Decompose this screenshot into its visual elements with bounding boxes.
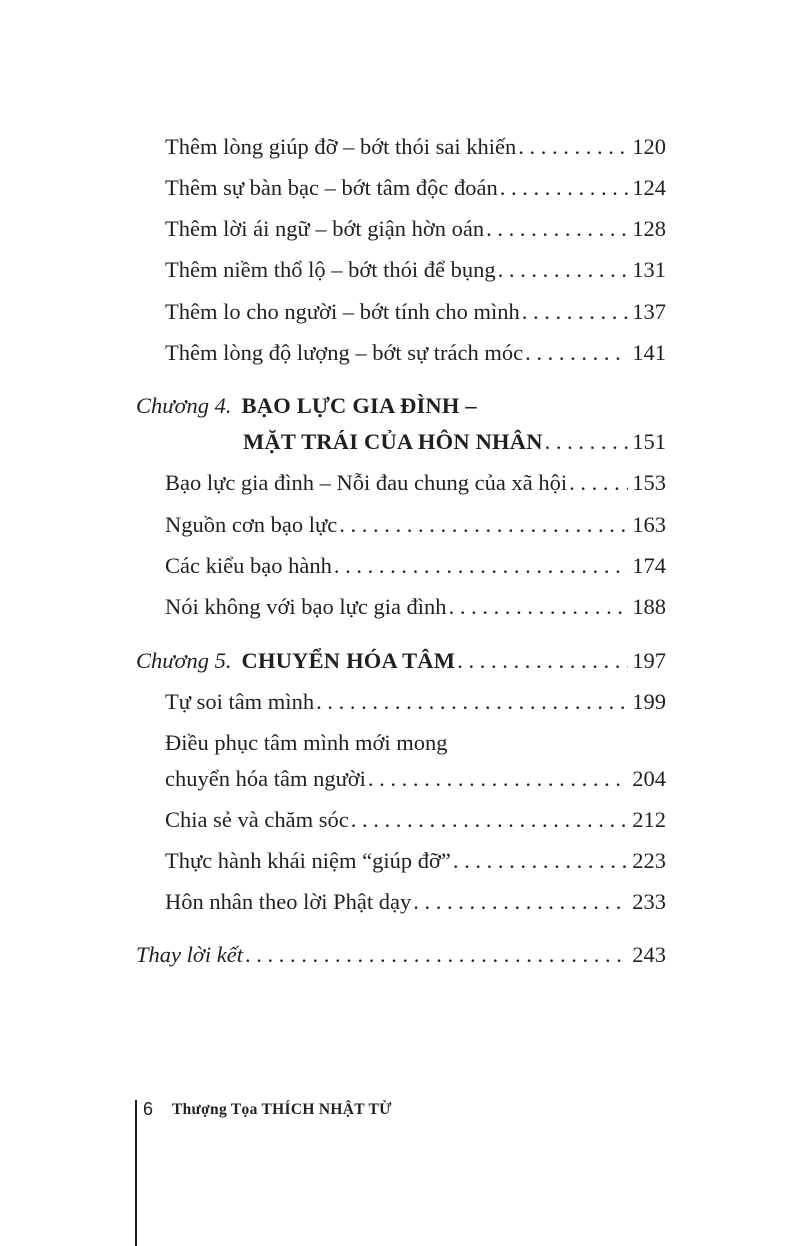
dot-leader <box>500 173 628 203</box>
toc-entry-page: 163 <box>632 512 666 537</box>
toc-entry[interactable] <box>165 764 666 794</box>
toc-entry-title: Thêm niềm thổ lộ – bớt thói để bụng <box>165 257 496 282</box>
toc-entry-page: 137 <box>632 299 666 324</box>
toc-entry-page: 233 <box>632 889 666 914</box>
toc-entry-title: Thêm lời ái ngữ – bớt giận hờn oán <box>165 216 485 241</box>
chapter-4-heading-continued[interactable] <box>243 427 666 457</box>
toc-entry-page: 243 <box>632 942 666 967</box>
toc-entry-page: 204 <box>632 766 666 791</box>
dot-leader <box>522 297 629 327</box>
toc-entry-page: 199 <box>632 689 666 714</box>
toc-entry-title: Thêm lo cho người – bớt tính cho mình <box>165 299 520 324</box>
toc-entry-title: Bạo lực gia đình – Nỗi đau chung của xã hội <box>165 470 568 495</box>
toc-entry-page: 128 <box>632 216 666 241</box>
dot-leader <box>316 687 628 717</box>
toc-entry[interactable] <box>165 592 666 622</box>
toc-entry-page: 131 <box>632 257 666 282</box>
toc-entry-title: Thay lời kết <box>136 942 243 967</box>
chapter-5-heading[interactable] <box>136 646 666 676</box>
dot-leader <box>525 338 628 368</box>
toc-entry[interactable] <box>165 214 666 244</box>
chapter-title: CHUYỂN HÓA TÂM <box>241 648 456 673</box>
chapter-label: Chương 4. <box>136 393 232 418</box>
chapter-title: MẶT TRÁI CỦA HÔN NHÂN <box>243 429 543 454</box>
chapter-label: Chương 5. <box>136 648 232 673</box>
toc-entry-title: Nguồn cơn bạo lực <box>165 512 338 537</box>
chapter-title: BẠO LỰC GIA ĐÌNH – <box>241 393 477 418</box>
dot-leader <box>245 940 628 970</box>
toc-entry[interactable] <box>165 468 666 498</box>
toc-entry-title: Thêm sự bàn bạc – bớt tâm độc đoán <box>165 175 498 200</box>
toc-entry[interactable] <box>165 132 666 162</box>
toc-entry-title: Hôn nhân theo lời Phật dạy <box>165 889 412 914</box>
dot-leader <box>486 214 628 244</box>
toc-entry-page: 124 <box>632 175 666 200</box>
dot-leader <box>498 255 629 285</box>
toc-entry-page: 188 <box>632 594 666 619</box>
dot-leader <box>453 846 628 876</box>
dot-leader <box>368 764 628 794</box>
toc-entry[interactable] <box>165 255 666 285</box>
toc-entry-title: Tự soi tâm mình <box>165 689 315 714</box>
dot-leader <box>518 132 628 162</box>
toc-entry-page: 153 <box>632 470 666 495</box>
dot-leader <box>413 887 628 917</box>
dot-leader <box>545 427 629 457</box>
toc-entry-page: 141 <box>632 340 666 365</box>
toc-entry-title-line1[interactable]: Điều phục tâm mình mới mong <box>165 730 448 755</box>
dot-leader <box>334 551 628 581</box>
toc-entry[interactable] <box>165 805 666 835</box>
toc-entry-title: Nói không với bạo lực gia đình <box>165 594 447 619</box>
toc-closing-entry[interactable] <box>136 940 666 970</box>
toc-entry[interactable] <box>165 297 666 327</box>
chapter-page: 197 <box>632 648 666 673</box>
toc-entry-page: 120 <box>632 134 666 159</box>
dot-leader <box>449 592 629 622</box>
toc-entry-page: 174 <box>632 553 666 578</box>
toc-entry-title-line2: chuyển hóa tâm người <box>165 766 366 791</box>
toc-entry[interactable] <box>165 173 666 203</box>
dot-leader <box>569 468 628 498</box>
toc-entry-title: Thực hành khái niệm “giúp đỡ” <box>165 848 451 873</box>
chapter-4-heading[interactable] <box>136 391 666 421</box>
toc-entry[interactable] <box>165 846 666 876</box>
toc-entry[interactable] <box>165 887 666 917</box>
dot-leader <box>351 805 629 835</box>
toc-entry[interactable] <box>165 687 666 717</box>
running-footer-author: Thượng Tọa THÍCH NHẬT TỪ <box>172 1101 392 1118</box>
toc-entry-page: 223 <box>632 848 666 873</box>
dot-leader <box>457 646 628 676</box>
toc-entry-title: Thêm lòng độ lượng – bớt sự trách móc <box>165 340 524 365</box>
toc-entry-title: Chia sẻ và chăm sóc <box>165 807 349 832</box>
toc-entry[interactable] <box>165 551 666 581</box>
dot-leader <box>339 510 628 540</box>
toc-entry-title: Các kiểu bạo hành <box>165 553 332 578</box>
toc-entry-page: 212 <box>632 807 666 832</box>
toc-entry-title: Thêm lòng giúp đỡ – bớt thói sai khiến <box>165 134 517 159</box>
toc-entry[interactable] <box>165 338 666 368</box>
footer-vertical-rule <box>135 1100 137 1246</box>
toc-entry[interactable] <box>165 510 666 540</box>
chapter-page: 151 <box>632 429 666 454</box>
page-number: 6 <box>143 1099 154 1119</box>
